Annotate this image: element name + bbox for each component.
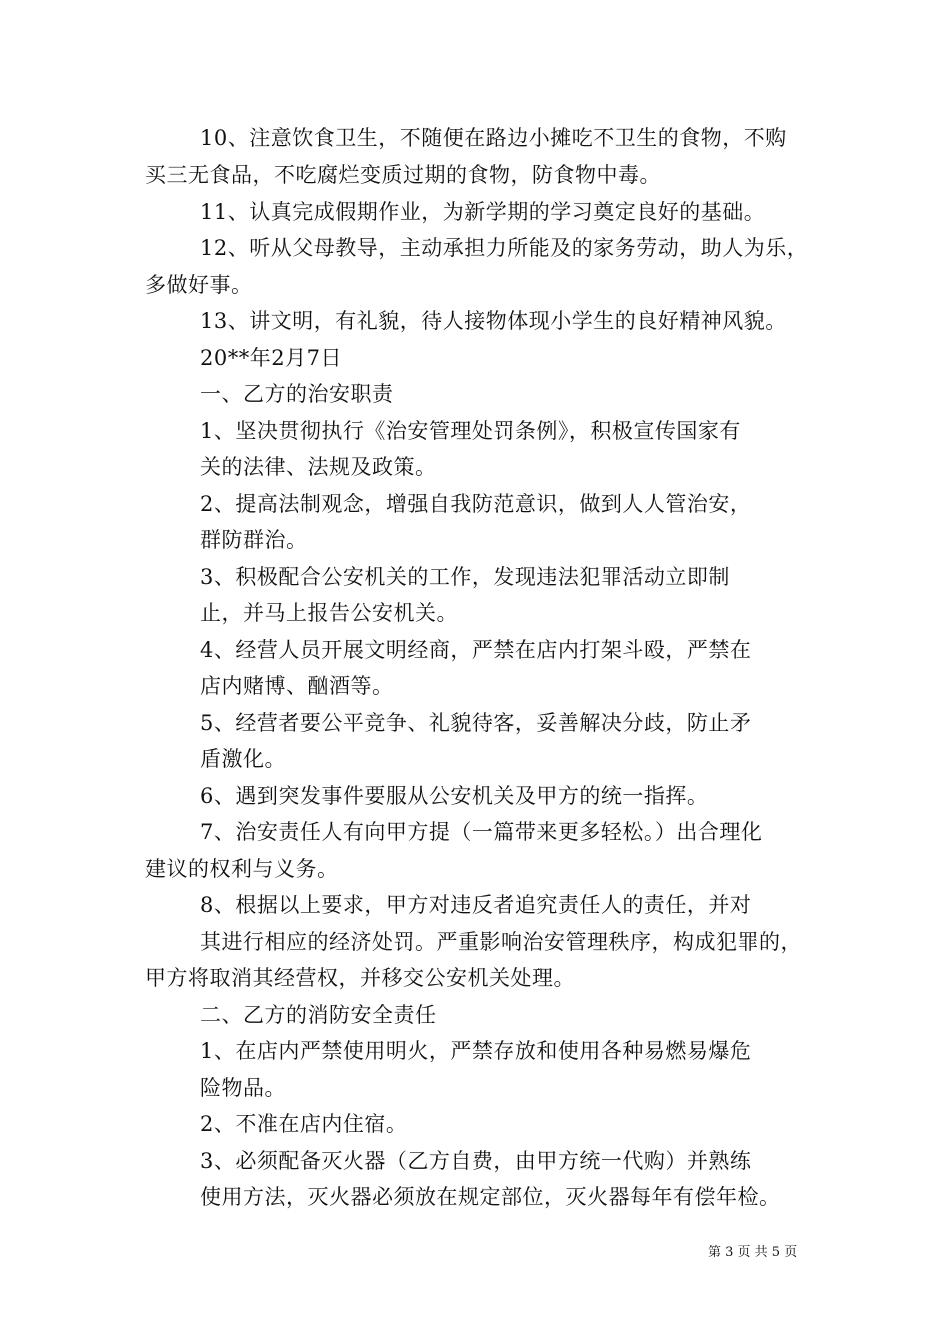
text-line: 险物品。	[200, 1076, 286, 1100]
text-line: 盾激化。	[200, 747, 286, 771]
text-line: 建议的权利与义务。	[145, 857, 339, 881]
text-line: 5、经营者要公平竞争、礼貌待客，妥善解决分歧，防止矛	[200, 711, 752, 735]
text-line: 3、积极配合公安机关的工作，发现违法犯罪活动立即制	[200, 565, 730, 589]
page-number: 第 3 页 共 5 页	[708, 1245, 798, 1260]
text-line: 4、经营人员开展文明经商，严禁在店内打架斗殴，严禁在	[200, 638, 752, 662]
text-line: 其进行相应的经济处罚。严重影响治安管理秩序，构成犯罪的，	[200, 930, 802, 954]
text-line: 1、坚决贯彻执行《治安管理处罚条例》，积极宣传国家有	[200, 419, 741, 443]
text-line: 1、在店内严禁使用明火，严禁存放和使用各种易燃易爆危	[200, 1039, 752, 1063]
text-line: 3、必须配备灭火器（乙方自费，由甲方统一代购）并熟练	[200, 1149, 752, 1173]
section-heading: 一、乙方的治安职责	[200, 382, 394, 406]
text-line: 关的法律、法规及政策。	[200, 455, 437, 479]
text-line: 群防群治。	[200, 528, 308, 552]
text-line: 11、认真完成假期作业，为新学期的学习奠定良好的基础。	[200, 200, 766, 224]
text-line: 7、治安责任人有向甲方提（一篇带来更多轻松。）出合理化	[200, 820, 763, 844]
text-line: 12、听从父母教导，主动承担力所能及的家务劳动，助人为乐，	[200, 236, 809, 260]
text-line: 10、注意饮食卫生，不随便在路边小摊吃不卫生的食物，不购	[200, 126, 787, 150]
text-line: 2、提高法制观念，增强自我防范意识，做到人人管治安，	[200, 492, 752, 516]
text-line: 使用方法，灭火器必须放在规定部位，灭火器每年有偿年检。	[200, 1185, 781, 1209]
text-line: 买三无食品，不吃腐烂变质过期的食物，防食物中毒。	[145, 163, 661, 187]
text-line: 8、根据以上要求，甲方对违反者追究责任人的责任，并对	[200, 893, 752, 917]
text-line: 甲方将取消其经营权，并移交公安机关处理。	[145, 966, 575, 990]
text-line: 店内赌博、酗酒等。	[200, 674, 394, 698]
date-line: 20**年2月7日	[200, 346, 342, 370]
text-line: 止，并马上报告公安机关。	[200, 601, 458, 625]
text-line: 多做好事。	[145, 273, 253, 297]
section-heading: 二、乙方的消防安全责任	[200, 1003, 437, 1027]
text-line: 13、讲文明，有礼貌，待人接物体现小学生的良好精神风貌。	[200, 309, 787, 333]
text-line: 6、遇到突发事件要服从公安机关及甲方的统一指挥。	[200, 784, 709, 808]
text-line: 2、不准在店内住宿。	[200, 1112, 408, 1136]
